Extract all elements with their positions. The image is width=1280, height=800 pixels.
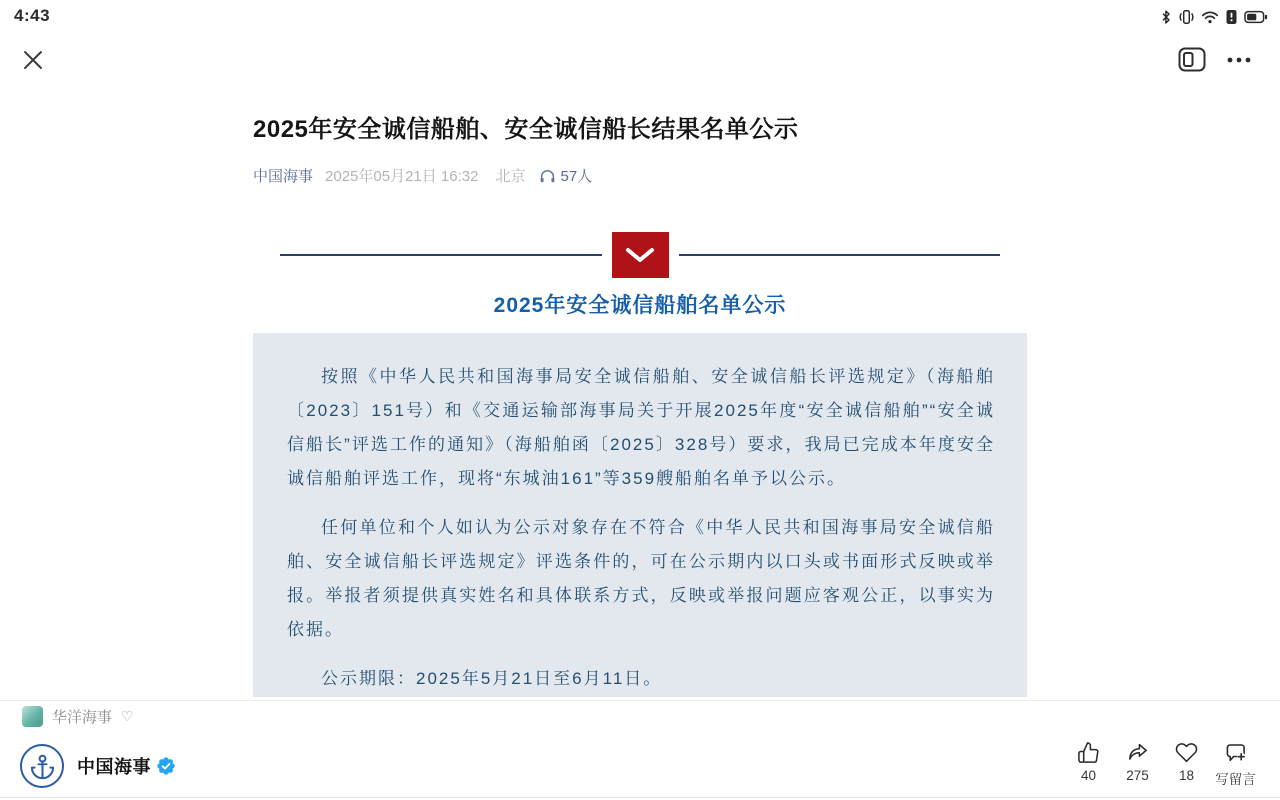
listen-count: 57人	[560, 168, 593, 185]
section-title: 2025年安全诚信船舶名单公示	[493, 294, 787, 317]
liker-name: 华洋海事	[52, 709, 113, 726]
article-title: 2025年安全诚信船舶、安全诚信船长结果名单公示	[253, 116, 799, 143]
divider-line-left	[280, 254, 602, 256]
bluetooth-icon	[1160, 9, 1172, 25]
audio-listen-button[interactable]	[539, 165, 592, 186]
divider-line-right	[679, 254, 1001, 256]
battery-icon	[1244, 10, 1268, 24]
sim-alert-icon	[1225, 9, 1238, 25]
comment-button[interactable]	[1211, 741, 1260, 788]
publish-date: 2025年05月21日 16:32	[325, 168, 479, 185]
paragraph: 按照《中华人民共和国海事局安全诚信船舶、安全诚信船长评选规定》（海船舶〔2023〕151号）和《交通运输部海事局关于开展2025年度“安全诚信船舶”“安全诚信船长”评选工作的通知》（海船舶函〔2025〕328号）要求，我局已完成本年度安全诚信船舶评选工作，现将“东城油161”等359艘船舶名单予以公示。	[287, 367, 995, 488]
favorite-count: 18	[1178, 768, 1195, 783]
author-link[interactable]: 中国海事	[253, 168, 314, 185]
bottom-hairline	[0, 797, 1280, 798]
paragraph: 任何单位和个人如认为公示对象存在不符合《中华人民共和国海事局安全诚信船舶、安全诚信船长评选规定》评选条件的，可在公示期内以口头或书面形式反映或举报。举报者须提供真实姓名和具体联系方式，反映或举报问题应客观公正，以事实为依据。	[287, 518, 995, 639]
share-count: 275	[1126, 768, 1149, 783]
share-arrow-icon	[1126, 741, 1149, 764]
vibrate-icon	[1178, 9, 1195, 25]
thumbs-up-icon	[1077, 741, 1100, 764]
action-bar	[1064, 741, 1260, 788]
like-count: 40	[1080, 768, 1097, 783]
like-button[interactable]	[1064, 741, 1113, 788]
chevron-down-icon	[624, 247, 656, 264]
status-icons	[1160, 9, 1268, 25]
footer-divider	[0, 700, 1280, 701]
anchor-icon	[29, 753, 56, 780]
liker-avatar	[22, 706, 43, 727]
account-row[interactable]	[20, 744, 175, 788]
float-window-button[interactable]	[1178, 47, 1206, 72]
account-logo	[20, 744, 64, 788]
share-button[interactable]	[1113, 741, 1162, 788]
byline	[253, 165, 592, 186]
status-time: 4:43	[14, 6, 51, 25]
publish-location: 北京	[495, 168, 526, 185]
headphones-icon	[539, 168, 556, 184]
heart-outline-icon: ♡	[121, 708, 134, 724]
comment-label: 写留言	[1215, 772, 1256, 787]
write-comment-icon	[1224, 741, 1248, 764]
liker-row[interactable]	[22, 706, 134, 727]
more-options-button[interactable]	[1226, 54, 1252, 66]
account-name: 中国海事	[77, 757, 151, 777]
chevron-down-badge	[612, 232, 669, 278]
favorite-button[interactable]	[1162, 741, 1211, 788]
heart-icon	[1175, 741, 1198, 764]
verified-badge-icon	[157, 757, 175, 775]
paragraph: 公示期限：2025年5月21日至6月11日。	[321, 669, 663, 688]
section-divider-decoration	[253, 232, 1027, 278]
wifi-icon	[1201, 10, 1219, 24]
article-body	[253, 333, 1027, 697]
close-button[interactable]	[22, 49, 44, 71]
